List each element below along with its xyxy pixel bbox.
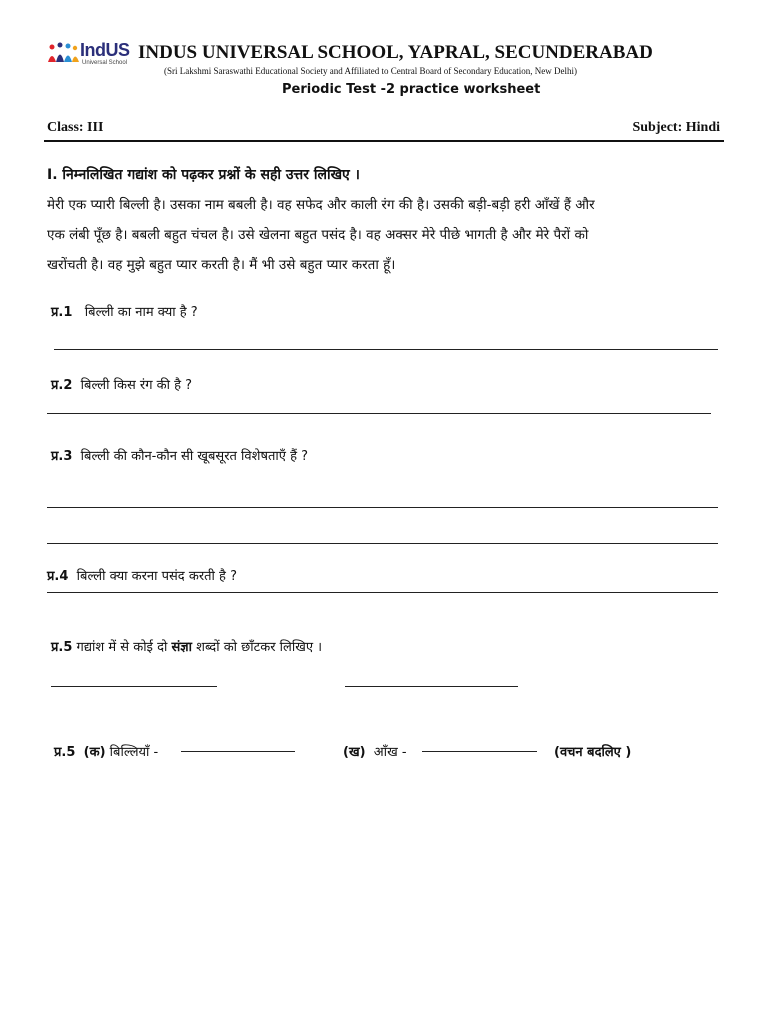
question-number: प्र.2 (51, 378, 73, 393)
answer-line-2[interactable] (47, 413, 711, 414)
question-6-instruction: (वचन बदलिए ) (554, 745, 632, 760)
question-6 (54, 742, 158, 760)
answer-line-5b[interactable] (345, 686, 518, 687)
question-number: प्र.1 (51, 305, 73, 320)
logo-subtext: Universal School (82, 60, 128, 66)
logo-figures-icon (46, 42, 80, 64)
test-title: Periodic Test -2 practice worksheet (282, 82, 541, 97)
school-affiliation: (Sri Lakshmi Saraswathi Educational Society and Affiliated to Central Board of Secondary Education, New Delhi) (164, 66, 577, 76)
question-3 (51, 446, 308, 464)
question-number: प्र.5 (54, 745, 76, 760)
question-text: बिल्ली की कौन-कौन सी खूबसूरत विशेषताएँ हैं ? (80, 449, 309, 464)
question-6-part-b (343, 742, 407, 760)
question-text: बिल्ली क्या करना पसंद करती है ? (76, 569, 237, 584)
question-number: प्र.4 (47, 569, 69, 584)
answer-line-4[interactable] (47, 592, 718, 593)
passage-line-2: एक लंबी पूँछ है। बबली बहुत चंचल है। उसे खेलना बहुत पसंद है। वह अक्सर मेरे पीछे भागती है और मेरे पैरों को (47, 227, 589, 243)
part-a-word: बिल्लियाँ - (109, 745, 159, 760)
answer-line-6a[interactable] (181, 751, 295, 752)
passage-line-1: मेरी एक प्यारी बिल्ली है। उसका नाम बबली है। वह सफेद और काली रंग की है। उसकी बड़ी-बड़ी हरी आँखें हैं और (47, 197, 595, 213)
class-label: Class: III (47, 120, 104, 135)
question-text: गद्यांश में से कोई दो (76, 640, 168, 655)
part-b-word: आँख - (373, 745, 407, 760)
question-keyword: संज्ञा (171, 640, 192, 655)
answer-line-5a[interactable] (51, 686, 217, 687)
part-b-label: (ख) (343, 745, 366, 760)
question-2 (51, 375, 192, 393)
answer-line-6b[interactable] (422, 751, 537, 752)
question-4 (47, 566, 237, 584)
question-5 (51, 637, 322, 655)
question-number: प्र.5 (51, 640, 73, 655)
question-text: बिल्ली का नाम क्या है ? (84, 305, 198, 320)
question-text: बिल्ली किस रंग की है ? (80, 378, 193, 393)
answer-line-1[interactable] (54, 349, 718, 350)
school-logo (46, 40, 128, 72)
question-number: प्र.3 (51, 449, 73, 464)
header-divider (44, 140, 724, 142)
passage-line-3: खरोंचती है। वह मुझे बहुत प्यार करती है। मैं भी उसे बहुत प्यार करता हूँ। (47, 257, 396, 273)
part-a-label: (क) (83, 745, 106, 760)
school-name: INDUS UNIVERSAL SCHOOL, YAPRAL, SECUNDERABAD (138, 42, 653, 63)
subject-label: Subject: Hindi (632, 120, 720, 135)
question-text: शब्दों को छाँटकर लिखिए । (196, 640, 323, 655)
section-heading: I. निम्नलिखित गद्यांश को पढ़कर प्रश्नों के सही उत्तर लिखिए । (47, 167, 360, 183)
answer-line-3b[interactable] (47, 543, 718, 544)
answer-line-3a[interactable] (47, 507, 718, 508)
question-1 (51, 302, 198, 320)
logo-wordmark: IndUS (80, 40, 130, 60)
